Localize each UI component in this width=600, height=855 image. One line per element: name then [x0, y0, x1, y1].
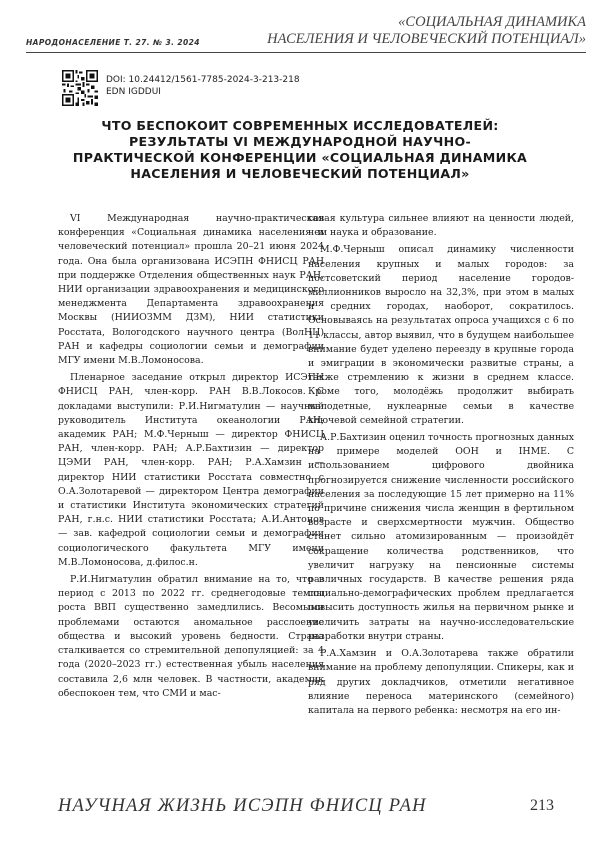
- page-number: 213: [530, 797, 554, 814]
- footer-section-title: НАУЧНАЯ ЖИЗНЬ ИСЭПН ФНИСЦ РАН: [58, 796, 427, 816]
- left-text-column: [58, 212, 324, 701]
- issue-label: НАРОДОНАСЕЛЕНИЕ Т. 27. № 3. 2024: [26, 38, 200, 47]
- journal-title: [256, 14, 586, 48]
- article-title-line-3: ПРАКТИЧЕСКОЙ КОНФЕРЕНЦИИ «СОЦИАЛЬНАЯ ДИНАМИКА: [72, 150, 528, 165]
- body-paragraph: А.Р.Бахтизин оценил точность прогнозных данных на примере моделей ООН и IHME. С использованием цифрового двойника прогнозируется снижение численности российского населения за последующие 15 лет примерно на 11% по причине снижения числа женщин в фертильном возрасте и сверхсмертности мужчин. Общество станет сильно атомизированным — произойдёт сокращение количества родственников, что увеличит нагрузку на пенсионные системы различных государств. В качестве решения ряда социально-демографических проблем предлагается повысить доступность жилья на первичном рынке и увеличить затраты на научно-исследовательские разработки внутри страны.: [308, 432, 574, 642]
- article-title-line-4: НАСЕЛЕНИЯ И ЧЕЛОВЕЧЕСКИЙ ПОТЕНЦИАЛ»: [130, 166, 470, 181]
- article-title-line-1: ЧТО БЕСПОКОИТ СОВРЕМЕННЫХ ИССЛЕДОВАТЕЛЕЙ:: [101, 118, 499, 133]
- body-paragraph: Р.И.Нигматулин обратил внимание на то, что в период с 2013 по 2022 гг. среднегодовые темпы роста ВВП существенно замедлились. Весомыми проблемами остаются аномальное расслоение общества и высокий уровень бедности. Страна сталкивается со стремительной депопуляцией: за 4 года (2020–2023 гг.) естественная убыль населения составила 2,6 млн человек. В частности, академик обеспокоен тем, что СМИ и мас-: [58, 574, 324, 699]
- identifier-block: [106, 75, 300, 98]
- article-title: [70, 118, 530, 182]
- edn-label: EDN IGDDUI: [106, 86, 161, 97]
- body-paragraph: VI Международная научно-практическая конференция «Социальная динамика населения и человеческий потенциал» прошла 20–21 июня 2024 года. Она была организована ИСЭПН ФНИСЦ РАН при поддержке Отделения общественных наук РАН, НИИ организации здравоохранения и медицинского менеджмента Департамента здравоохранения Москвы (НИИОЗММ ДЗМ), НИИ статистики Росстата, Вологодского научного центра (ВолНЦ) РАН и кафедры социологии семьи и демографии МГУ имени М.В.Ломоносова.: [58, 213, 324, 367]
- article-title-line-2: РЕЗУЛЬТАТЫ VI МЕЖДУНАРОДНОЙ НАУЧНО-: [129, 134, 471, 149]
- body-paragraph: М.Ф.Черныш описал динамику численности населения крупных и малых городов: за постсоветский период население городов-миллионников выросло на 32,3%, при этом в малых и средних городах, наоборот, сократилось. Основываясь на результатах опроса учащихся с 6 по 11 классы, автор выявил, что в будущем наибольшее внимание будет уделено переезду в крупные города и эмиграции в экономически развитые страны, а также стремлению к жизни в среднем классе. Кроме того, молодёжь продолжит выбирать малодетные, нуклеарные семьи в качестве ключевой семейной стратегии.: [308, 244, 574, 426]
- body-paragraph: Р.А.Хамзин и О.А.Золотарева также обратили внимание на проблему депопуляции. Спикеры, как и ряд других докладчиков, отметили негативное влияние переноса материнского (семейного) капитала на первого ребенка: несмотря на его ин-: [308, 648, 574, 716]
- journal-title-line-1: «СОЦИАЛЬНАЯ ДИНАМИКА: [398, 14, 586, 30]
- header-divider: [26, 52, 586, 53]
- doi-link[interactable]: DOI: 10.24412/1561-7785-2024-3-213-218: [106, 75, 300, 85]
- right-text-column: [308, 212, 574, 718]
- body-paragraph: совая культура сильнее влияют на ценности людей, чем наука и образование.: [308, 213, 574, 239]
- qr-code-icon: [62, 70, 98, 106]
- journal-title-line-2: НАСЕЛЕНИЯ И ЧЕЛОВЕЧЕСКИЙ ПОТЕНЦИАЛ»: [267, 31, 586, 47]
- body-paragraph: Пленарное заседание открыл директор ИСЭПН ФНИСЦ РАН, член-корр. РАН В.В.Локосов. С докладами выступили: Р.И.Нигматулин — научный руководитель Института океанологии РАН, академик РАН; М.Ф.Черныш — директор ФНИСЦ РАН, член-корр. РАН; А.Р.Бахтизин — директор ЦЭМИ РАН, член-корр. РАН; Р.А.Хамзин — директор НИИ статистики Росстата совместно с О.А.Золотаревой — директором Центра демографии и статистики Института экономических стратегий РАН, г.н.с. НИИ статистики Росстата; А.И.Антонов — зав. кафедрой социологии семьи и демографии социологического факультета МГУ имени М.В.Ломоносова, д.филос.н.: [58, 372, 324, 568]
